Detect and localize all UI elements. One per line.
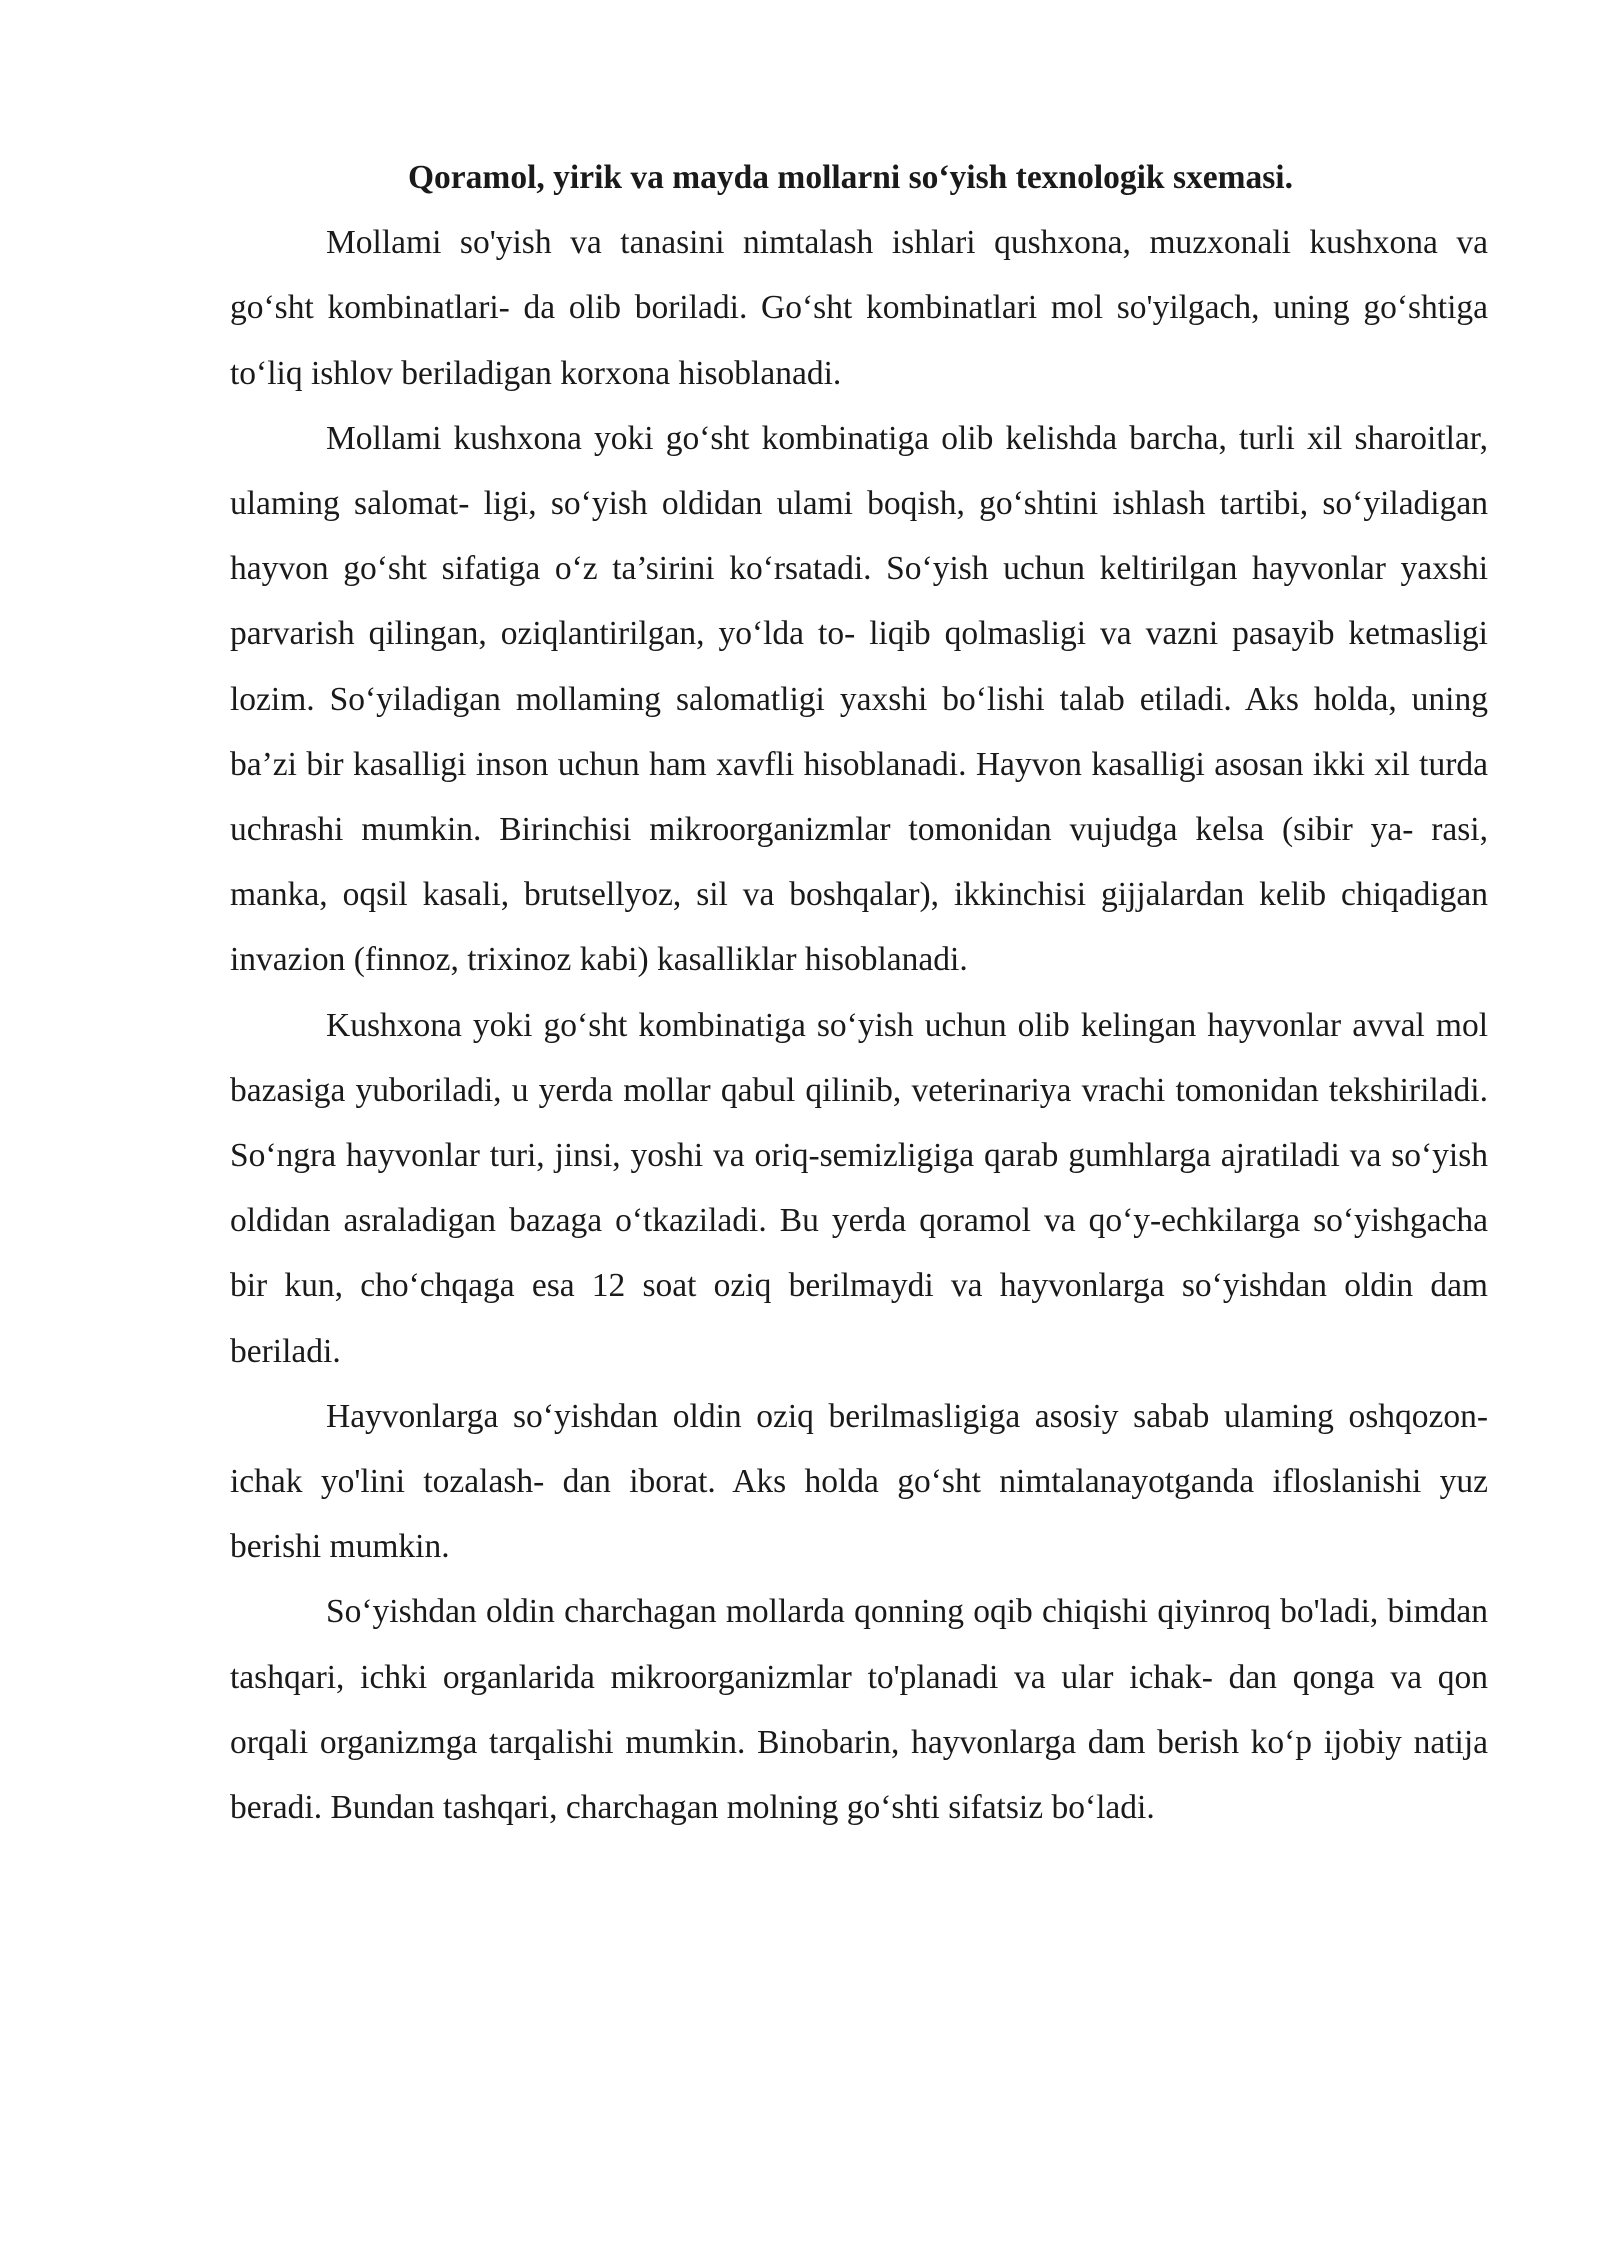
- paragraph-1: Mollami so'yish va tanasini nimtalash ishlari qushxona, muzxonali kushxona va go‘sht kombinatlari- da olib boriladi. Go‘sht kombinatlari mol so'yilgach, uning go‘shtiga to‘liq ishlov beriladigan korxona hisoblanadi.: [230, 224, 1488, 392]
- paragraph-2: Mollami kushxona yoki go‘sht kombinatiga olib kelishda barcha, turli xil sharoitlar, ulaming salomat- ligi, so‘yish oldidan ulami boqish, go‘shtini ishlash tartibi, so‘yiladigan hayvon go‘sht sifatiga o‘z ta’sirini ko‘rsatadi. So‘yish uchun keltirilgan hayvonlar yaxshi parvarish qilingan, oziqlantirilgan, yo‘lda to- liqib qolmasligi va vazni pasayib ketmasligi lozim. So‘yiladigan mollaming salomatligi yaxshi bo‘lishi talab etiladi. Aks holda, uning ba’zi bir kasalligi inson uchun ham xavfli hisoblanadi. Hayvon kasalligi asosan ikki xil turda uchrashi mumkin. Birinchisi mikroorganizmlar tomonidan vujudga kelsa (sibir ya- rasi, manka, oqsil kasali, brutsellyoz, sil va boshqalar), ikkinchisi gijjalardan kelib chiqadigan invazion (finnoz, trixinoz kabi) kasalliklar hisoblanadi.: [230, 419, 1488, 979]
- paragraph-4: Hayvonlarga so‘yishdan oldin oziq berilmasligiga asosiy sabab ulaming oshqozon-ichak yo'lini tozalash- dan iborat. Aks holda go‘sht nimtalanayotganda ifloslanishi yuz berishi mumkin.: [230, 1397, 1488, 1566]
- document-body: [230, 145, 1488, 1840]
- paragraph-5: So‘yishdan oldin charchagan mollarda qonning oqib chiqishi qiyinroq bo'ladi, bimdan tashqari, ichki organlarida mikroorganizmlar to'planadi va ular ichak- dan qonga va qon orqali organizmga tarqalishi mumkin. Binobarin, hayvonlarga dam berish ko‘p ijobiy natija beradi. Bundan tashqari, charchagan molning go‘shti sifatsiz bo‘ladi.: [230, 1593, 1488, 1827]
- paragraph-3: Kushxona yoki go‘sht kombinatiga so‘yish uchun olib kelingan hayvonlar avval mol bazasiga yuboriladi, u yerda mollar qabul qilinib, veterinariya vrachi tomonidan tekshiriladi. So‘ngra hayvonlar turi, jinsi, yoshi va oriq-semizligiga qarab gumhlarga ajratiladi va so‘yish oldidan asraladigan bazaga o‘tkaziladi. Bu yerda qoramol va qo‘y-echkilarga so‘yishgacha bir kun, cho‘chqaga esa 12 soat oziq berilmaydi va hayvonlarga so‘yishdan oldin dam beriladi.: [230, 1006, 1488, 1370]
- document-title: Qoramol, yirik va mayda mollarni so‘yish texnologik sxemasi.: [408, 159, 1293, 196]
